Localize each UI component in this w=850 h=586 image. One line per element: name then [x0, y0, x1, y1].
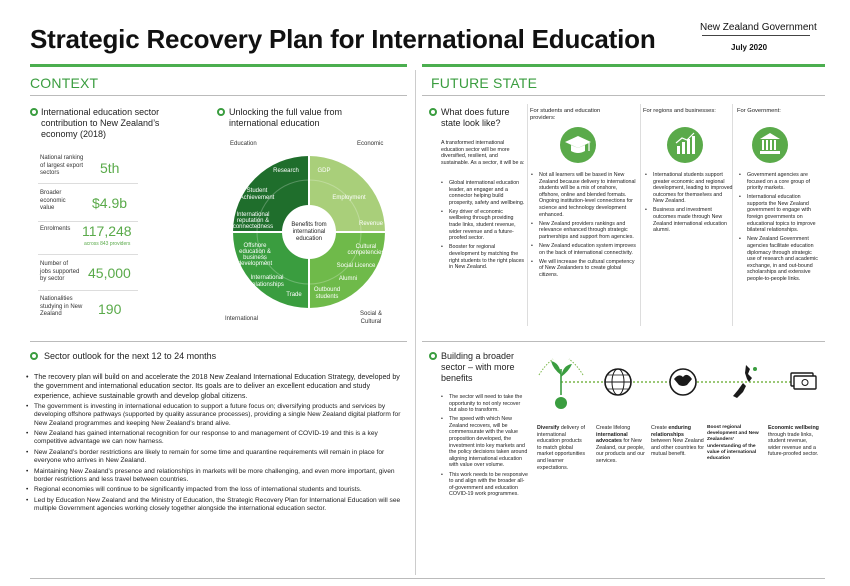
list-item: • The sector will need to take the opportunity to not only recover but also to transform. [441, 394, 529, 414]
context-rule [30, 95, 407, 96]
list-item: • The government is investing in international education to support a future focus on; diversifying products and services by developing offshore pathways (supported by quality assurance processes), providing a single New Zealand digital platform for New Zealand programmes and keeping New Zealand’s brand alive. [26, 403, 404, 427]
future-question: What does future state look like? [441, 107, 510, 128]
stat-divider [38, 290, 138, 291]
bullet-dot-icon [429, 108, 437, 116]
column-separator [640, 104, 641, 326]
segment-cultural: Cultural competencies [347, 244, 385, 256]
regions-bullets [645, 172, 733, 236]
list-item: • International students support greater economic and regional development, leading to improved outcomes for themselves and New Zealand. [645, 172, 733, 205]
stat-value: 45,000 [88, 265, 131, 281]
future-intro: A transformed international education sector will be more diversified, resilient, and sustainable. As a sector, it will be a: [441, 140, 525, 166]
stat-divider [38, 254, 138, 255]
stat-label: National ranking of largest export sectors [40, 155, 84, 176]
stat-ranking [40, 155, 160, 178]
step-regional: Boost regional development and New Zealanders’ understanding of the value of international education [707, 425, 759, 462]
list-item: • Maintaining New Zealand’s presence and relationships in markets will be more challenging, and even more important, given border restrictions and less travel between countries. [26, 468, 404, 484]
list-item: • International education supports the New Zealand government to engage with foreign governments on educational topics to improve bilateral relationships. [739, 194, 821, 234]
list-item: • We will increase the cultural competency of New Zealanders to create global citizens. [531, 259, 639, 279]
list-item: • Booster for regional development by matching the right students to the right places in New Zealand. [441, 244, 525, 270]
future-rule [422, 95, 825, 96]
outlook-rule [30, 341, 407, 342]
list-item: • Led by Education New Zealand and the Ministry of Education, the Strategic Recovery Plan for International Education will see multiple Government agencies working closely together alongside the international education sector. [26, 497, 404, 513]
economy-contribution-title: International education sector contribution to New Zealand’s economy (2018) [41, 107, 160, 139]
segment-trade: Trade [286, 292, 302, 298]
benefits-wheel [231, 150, 387, 314]
stat-enrolments [40, 223, 170, 247]
bullet-dot-icon [217, 108, 225, 116]
context-heading: CONTEXT [30, 75, 99, 91]
context-bar [30, 64, 407, 67]
government-bullets [739, 172, 821, 285]
outlook-bullets [26, 373, 404, 516]
stat-value: 5th [100, 160, 120, 176]
wheel-title: Unlocking the full value from international education [229, 107, 343, 128]
segment-gdp: GDP [317, 168, 331, 174]
steps-timeline [533, 355, 825, 415]
list-item: • New Zealand providers rankings and relevance enhanced through strategic partnerships and support from agencies. [531, 221, 639, 241]
plant-growth-icon [539, 359, 583, 409]
list-item: • Not all learners will be based in New Zealand because delivery to international students will be a mix of onshore, offshore, online and blended formats. Ongoing institution-level connections for science and technology development enhanced. [531, 172, 639, 218]
students-bullets [531, 172, 639, 281]
segment-research: Research [273, 168, 299, 174]
publication-date: July 2020 [731, 43, 768, 52]
column-divider [415, 70, 416, 575]
bullet-dot-icon [429, 352, 437, 360]
list-item: • Government agencies are focused on a core group of priority markets. [739, 172, 821, 192]
stat-subtext: across 843 providers [84, 241, 131, 247]
list-item: • Key driver of economic wellbeing through providing trade links, student revenue, wider revenue and a future-proofed sector. [441, 209, 525, 242]
building-heading: Building a broader sector – with more benefits [441, 351, 515, 383]
step-relationships: Create enduring relationships between New Zealand and other countries for mutual benefit. [651, 425, 704, 458]
step-advocates: Create lifelong international advocates for New Zealand, our people, our products and our services. [596, 425, 645, 464]
stat-value: 117,248 [82, 223, 132, 239]
stat-label: Enrolments [40, 226, 71, 232]
list-item: • New Zealand education system improves on the back of international connectivity. [531, 243, 639, 256]
segment-revenue: Revenue [358, 221, 384, 227]
future-intro-bullets [441, 180, 525, 273]
quadrant-label-social: Social & Cultural [359, 311, 382, 325]
list-item: • This work needs to be responsive to and align with the broader all-of-government and education COVID-19 work programmes. [441, 472, 529, 498]
stat-label: Broader economic value [40, 190, 66, 211]
building-bullets [441, 394, 529, 500]
list-item: • Global international education leader, an engager and a connector helping build prosperity, safety and wellbeing. [441, 180, 525, 206]
list-item: • The recovery plan will build on and accelerate the 2018 New Zealand International Education Strategy, developed by the government and international education sector. Its goals are to deliver an excellent education and study experience, achieve sustainable growth and develop global citizens. [26, 373, 404, 401]
list-item: • Business and investment outcomes made through New Zealand international education alumni. [645, 207, 733, 233]
segment-social-licence: Social Licence [336, 263, 376, 269]
stat-divider [38, 183, 138, 184]
segment-employment: Employment [332, 195, 366, 201]
bullet-dot-icon [30, 352, 38, 360]
segment-student-achievement: Student Achievement [239, 188, 275, 201]
building-rule [422, 341, 825, 342]
stat-nationalities [40, 296, 160, 319]
quadrant-label-economic: Economic [357, 141, 384, 147]
stat-value: $4.9b [92, 195, 128, 211]
list-item: • New Zealand Government agencies facilitate education diplomacy through strategic use of research and academic exchange, in and out-bound scholarships and extensive people-to-people links. [739, 236, 821, 282]
bar-chart-icon [667, 127, 703, 163]
handshake-globe-icon [670, 369, 696, 395]
segment-intl-relationships: International relationships [250, 275, 284, 288]
step-economic: Economic wellbeing through trade links, student revenue, wider revenue and a future-proofed sector. [768, 425, 819, 458]
logo-underline [702, 35, 810, 36]
list-item: • The speed with which New Zealand recovers, will be commensurate with the value proposition developed, the investment into key markets and the policy decisions taken around aligning international education with value over volume. [441, 416, 529, 469]
page-title: Strategic Recovery Plan for International Education [30, 24, 656, 54]
column-heading-students: For students and education providers: [530, 108, 601, 121]
stat-value: 190 [98, 301, 122, 317]
column-separator [527, 104, 528, 326]
quadrant-label-education: Education [230, 141, 257, 147]
list-item: • Regional economies will continue to be significantly impacted from the loss of international students and tourists. [26, 486, 404, 494]
stat-jobs [40, 261, 160, 284]
column-heading-regions: For regions and businesses: [643, 108, 716, 114]
stat-economic-value [40, 190, 160, 213]
graduation-cap-icon [560, 127, 596, 163]
stat-label: Number of jobs supported by sector [40, 261, 80, 282]
column-heading-government: For Government: [737, 108, 781, 114]
future-bar [422, 64, 825, 67]
footer-rule [30, 578, 825, 579]
quadrant-label-international: International [225, 316, 259, 322]
government-logo-text: New Zealand Government [700, 22, 817, 33]
segment-outbound: Outbound students [313, 287, 341, 300]
segment-offshore: Offshore education & business development [237, 243, 273, 267]
segment-alumni: Alumni [338, 276, 358, 282]
wheel-centre-label: Benefits from international education [291, 222, 327, 242]
step-diversify: Diversify delivery of international education products to match global market opportunities and learner expectations. [537, 425, 586, 471]
stat-divider [38, 221, 138, 222]
money-icon [791, 373, 816, 389]
government-building-icon [752, 127, 788, 163]
stat-label: Nationalities studying in New Zealand [40, 296, 83, 317]
future-state-heading: FUTURE STATE [431, 75, 538, 91]
bullet-dot-icon [30, 108, 38, 116]
list-item: • New Zealand has gained international recognition for our response to and management of COVID-19 and this is a key competitive advantage we can now harness. [26, 430, 404, 446]
globe-people-icon [605, 369, 631, 395]
segment-international-reputation: International reputation & connectedness [232, 212, 274, 230]
list-item: • New Zealand’s border restrictions are likely to remain for some time and quarantine requirements will remain in place for everyone who arrives in New Zealand. [26, 449, 404, 465]
outlook-heading: Sector outlook for the next 12 to 24 months [44, 351, 217, 361]
